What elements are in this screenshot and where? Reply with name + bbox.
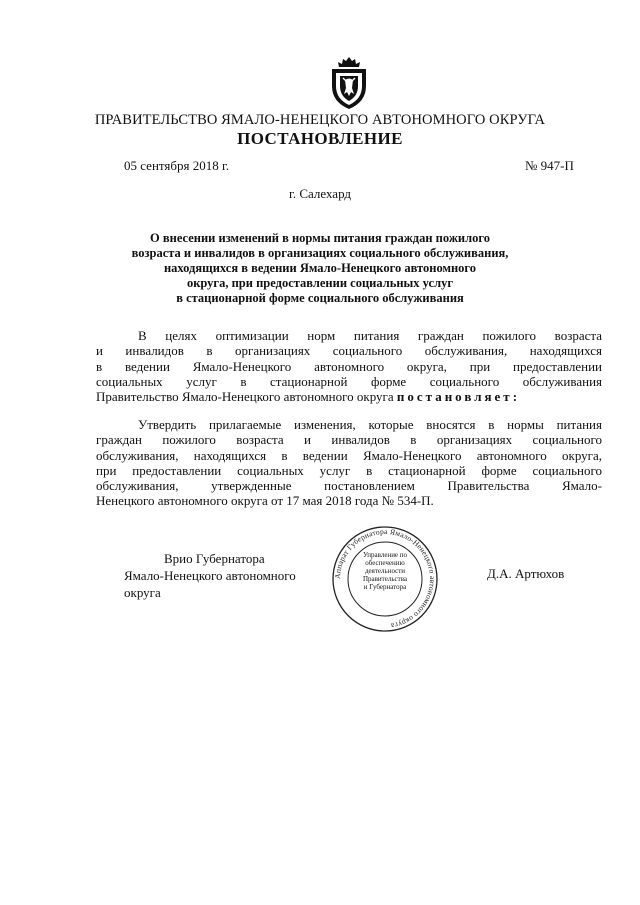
resolution-paragraph — [96, 417, 602, 509]
signatory-name: Д.А. Артюхов — [487, 566, 565, 581]
document-number: № 947-П — [525, 158, 574, 173]
paragraph-line: обслуживания, находящихся в ведении Ямало-Ненецкого автономного округа, — [96, 447, 602, 463]
paragraph-line — [96, 389, 602, 404]
paragraph-line: социальных услуг в стационарной форме социального обслуживания — [96, 373, 602, 389]
paragraph-line: обслуживания, утвержденные постановлением Правительства Ямало- — [96, 478, 602, 494]
stamp-center-text — [357, 551, 413, 591]
resolves-word: постановляет: — [396, 389, 521, 405]
paragraph-line: граждан пожилого возраста и инвалидов в организациях социального — [96, 432, 602, 448]
document-city: г. Салехард — [288, 186, 352, 201]
organization-name: ПРАВИТЕЛЬСТВО ЯМАЛО-НЕНЕЦКОГО АВТОНОМНОГО ОКРУГА — [94, 112, 546, 128]
signatory-title — [124, 550, 334, 601]
stamp-line: Управление по — [362, 551, 408, 559]
title-line: округа, при предоставлении социальных услуг — [186, 276, 454, 290]
paragraph-line: и инвалидов в организациях социального обслуживания, находящихся — [96, 343, 602, 359]
preamble-paragraph — [96, 328, 602, 404]
document-type: ПОСТАНОВЛЕНИЕ — [237, 129, 403, 148]
document-title — [120, 231, 520, 306]
title-line: О внесении изменений в нормы питания граждан пожилого — [150, 231, 490, 245]
paragraph-line: Утвердить прилагаемые изменения, которые вносятся в нормы питания — [138, 417, 602, 432]
title-line: находящихся в ведении Ямало-Ненецкого автономного — [163, 261, 477, 275]
paragraph-line: Ненецкого автономного округа от 17 мая 2018 года № 534-П. — [96, 493, 434, 509]
signatory-title-line: Врио Губернатора — [164, 551, 265, 566]
signatory-title-line: Ямало-Ненецкого автономного округа — [124, 568, 296, 600]
paragraph-line: при предоставлении социальных услуг в стационарной форме социального — [96, 462, 602, 478]
stamp-line: Правительства — [362, 575, 408, 583]
stamp-ring-path-text: Аппарат Губернатора Ямало-Ненецкого автономного округа — [332, 526, 438, 631]
stamp-line: обеспечению — [365, 559, 405, 567]
coat-of-arms-icon — [327, 56, 371, 110]
document-date: 05 сентября 2018 г. — [124, 158, 230, 173]
title-line: в стационарной форме социального обслуживания — [176, 291, 464, 305]
stamp-line: деятельности — [364, 567, 406, 575]
title-line: возраста и инвалидов в организациях социального обслуживания, — [131, 246, 509, 260]
paragraph-line: в ведении Ямало-Ненецкого автономного округа, при предоставлении — [96, 358, 602, 374]
stamp-line: и Губернатора — [363, 583, 407, 591]
paragraph-line: В целях оптимизации норм питания граждан пожилого возраста — [138, 328, 602, 343]
government-name: Правительство Ямало-Ненецкого автономного округа — [96, 389, 394, 405]
